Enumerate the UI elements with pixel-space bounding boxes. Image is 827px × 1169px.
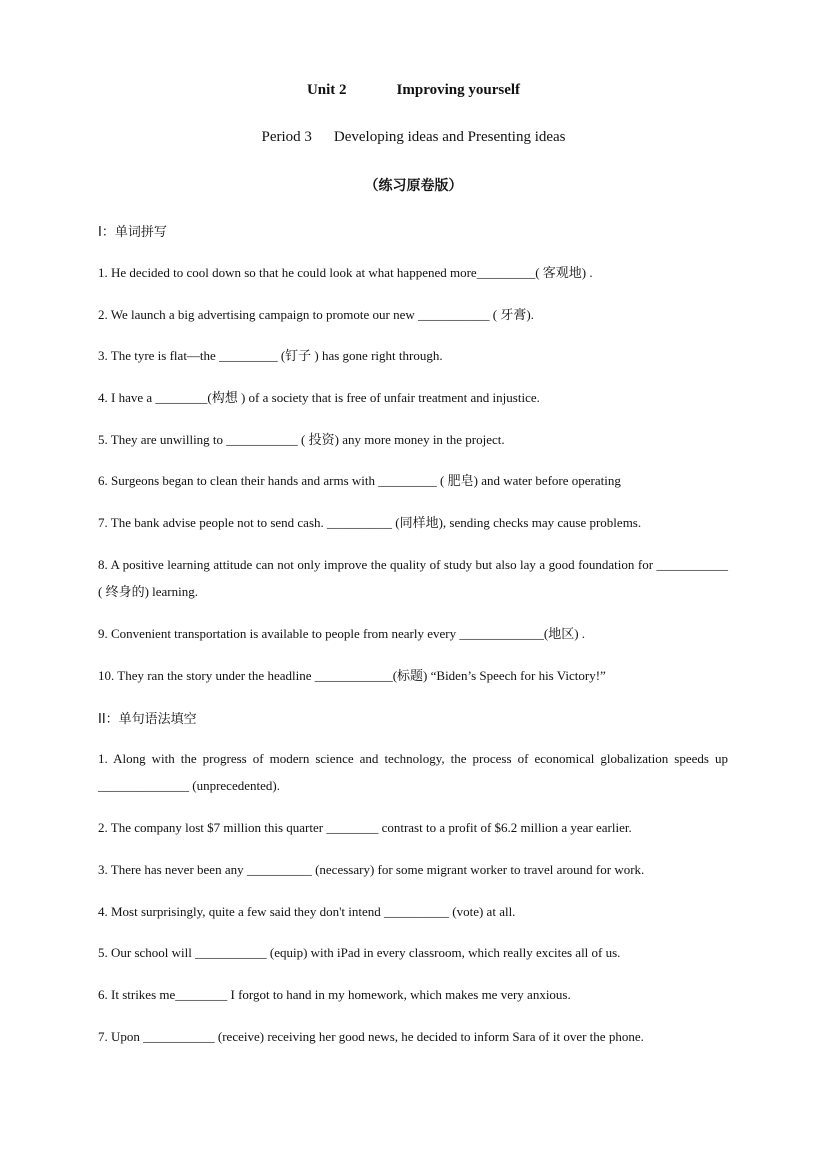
question-1-2: 2. We launch a big advertising campaign to promote our new ___________ ( 牙膏). [98,307,534,322]
question-2-1: 1. Along with the progress of modern science and technology, the process of economical globalization speeds up ______________ (unprecedented). [98,751,728,793]
question-1-3: 3. The tyre is flat—the _________ (钉子 ) has gone right through. [98,348,443,363]
edition-label: （练习原卷版） [364,178,463,194]
question-1-9: 9. Convenient transportation is available to people from nearly every _____________(地区) . [98,626,586,641]
question-2-3: 3. There has never been any __________ (necessary) for some migrant worker to travel around for work. [98,862,645,877]
question-2-5: 5. Our school will ___________ (equip) with iPad in every classroom, which really excites all of us. [98,945,621,960]
unit-heading [0,82,827,99]
question-2-2: 2. The company lost $7 million this quarter ________ contrast to a profit of $6.2 million a year earlier. [98,820,632,835]
question-1-7: 7. The bank advise people not to send cash. __________ (同样地), sending checks may cause problems. [98,515,642,530]
unit-title: Improving yourself [396,82,521,98]
period-heading [0,129,827,146]
unit-number: Unit 2 [306,82,347,98]
period-title: Developing ideas and Presenting ideas [333,129,566,145]
question-2-7: 7. Upon ___________ (receive) receiving her good news, he decided to inform Sara of it over the phone. [98,1029,644,1044]
question-1-4: 4. I have a ________(构想 ) of a society that is free of unfair treatment and injustice. [98,390,540,405]
question-2-4: 4. Most surprisingly, quite a few said they don't intend __________ (vote) at all. [98,904,516,919]
section-1-title: I：单词拼写 [98,225,167,240]
question-1-8: 8. A positive learning attitude can not only improve the quality of study but also lay a good foundation for ___________ ( 终身的) learning. [98,557,728,599]
question-1-10: 10. They ran the story under the headline ____________(标题) “Biden’s Speech for his Victory!” [98,668,606,683]
section-2-title: II：单句语法填空 [98,712,197,727]
question-1-6: 6. Surgeons began to clean their hands and arms with _________ ( 肥皂) and water before operating [98,473,621,488]
period-number: Period 3 [261,129,312,145]
question-2-6: 6. It strikes me________ I forgot to hand in my homework, which makes me very anxious. [98,987,571,1002]
question-1-5: 5. They are unwilling to ___________ ( 投资) any more money in the project. [98,432,505,447]
question-1-1: 1. He decided to cool down so that he could look at what happened more_________( 客观地) . [98,265,593,280]
